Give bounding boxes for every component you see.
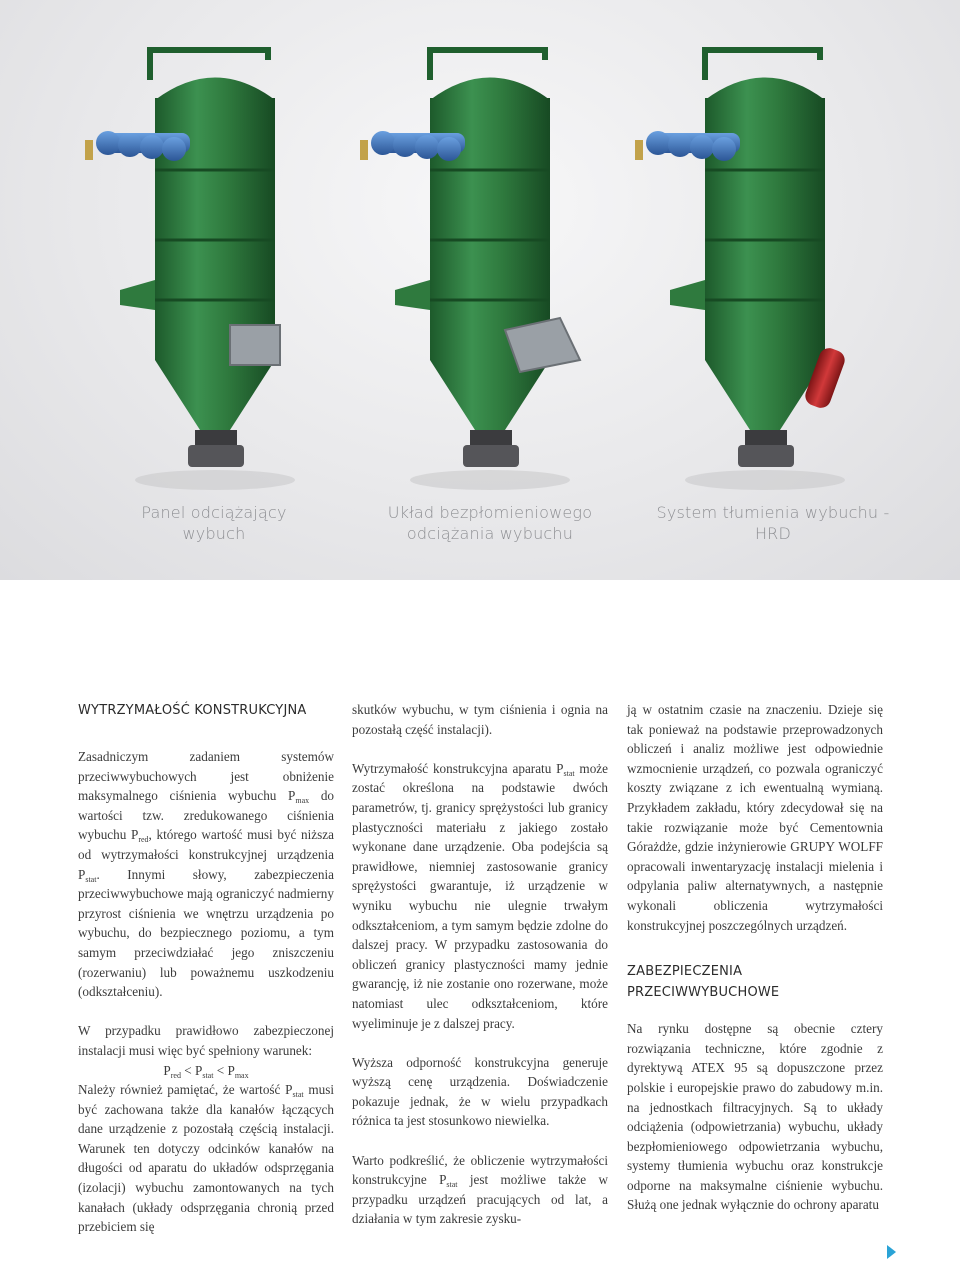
product-illustration-area [0,0,960,580]
caption-line: Układ bezpłomieniowego [387,503,593,522]
text-column-1 [78,700,334,1237]
caption-line: System tłumienia wybuchu - [656,503,890,522]
paragraph: Wytrzymałość konstrukcyjna aparatu $P_{stat}$ może zostać określona na podstawie dwóch parametrów, tj. granicy sprężystości lub granicy plastyczności materiału z jakiego zostało wykonane dane urządzenie. Oba podejścia są prawidłowe, niemniej zastosowanie granicy sprężystości gwarantuje, iż urządzenie w wyniku wybuchu nie ulegnie trwałym odkształceniom, a tym samym będzie zdolne do dalszej pracy. W przypadku zastosowania do obliczeń granicy plastyczności mamy jednie gwarancję, iż nie zostanie ono rozerwane, może natomiast ulec odkształceniom, które wyeliminuje je z dalszej pracy. [352,760,608,1031]
paragraph: Na rynku dostępne są obecnie cztery rozwiązania techniczne, które zgodnie z dyrektywą ATEX 95 są dopuszczone przez polskie i europejskie prawo do zabudowy m.in. na jednostkach filtracyjnych. Są to układy odciążenia (odpowietrzania) wybuchu, układy bezpłomieniowego odpowietrzania wybuchu, systemy tłumienia wybuchu oraz konstrukcje odporne na maksymalne ciśnienie wybuchu. Służą one jednak wyłącznie do ochrony aparatu [627,1021,883,1213]
caption-line: odciążania wybuchu [406,524,574,543]
caption-line: Panel odciążający [141,503,287,522]
filter-unit-3 [635,50,847,490]
continue-arrow-icon [887,1245,896,1259]
filter-illustrations [0,0,960,580]
paragraph: Warto podkreślić, że obliczenie wytrzymałości konstrukcyjne $P_{stat}$ jest możliwe także w przypadku urządzeń pracujących od lat, a działania w tym zakresie zysku- [352,1152,608,1227]
text-column-2 [352,700,608,1229]
caption-line: HRD [754,524,792,543]
caption-flameless-venting [350,502,630,544]
caption-explosion-panel [74,502,354,544]
paragraph: W przypadku prawidłowo zabezpieczonej instalacji musi więc być spełniony warunek: [78,1023,334,1058]
caption-suppression-system [633,502,913,544]
filter-unit-2 [360,50,580,490]
filter-unit-1 [85,50,295,490]
paragraph: Należy również pamiętać, że wartość $P_{stat}$ musi być zachowana także dla kanałów łączących dane urządzenie z pozostałą częścią instalacji. Warunek ten dotyczy odcinków kanałów na długości od aparatu do układów odsprzęgania (izolacji) wybuchu zamontowanych na tych kanałach (układy odsprzęgania chronią przed przebiciem się [78,1082,334,1235]
paragraph: skutków wybuchu, w tym ciśnienia i ognia na pozostałą część instalacji). [352,702,608,737]
caption-line: wybuch [182,524,246,543]
paragraph: ją w ostatnim czasie na znaczeniu. Dzieje się tak ponieważ na podstawie przeprowadzonych obliczeń i analiz możliwe jest odpowiednie wzmocnienie urządzeń, co pozwala ograniczyć koszty związane z ich ewentualną wymianą. Przykładem zakładu, który zdecydował się na takie rozwiązanie może być Cementownia Górażdże, gdzie inżynierowie GRUPY WOLFF opracowali inwentaryzację instalacji mielenia i odpylania paliw alternatywnych, a następnie wykonali obliczenia wytrzymałości konstrukcyjnej poszczególnych urządzeń. [627,702,883,933]
section-heading: WYTRZYMAŁOŚĆ KONSTRUKCYJNA [78,703,307,718]
paragraph: Wyższa odporność konstrukcyjna generuje wyższą cenę urządzenia. Doświadczenie pokazuje jednak, że w wielu przypadkach różnica ta jest stosunkowo niewielka. [352,1054,608,1129]
paragraph: Zasadniczym zadaniem systemów przeciwwybuchowych jest obniżenie maksymalnego ciśnienia wybuchu $P_{max}$ do wartości tzw. zredukowanego ciśnienia wybuchu $P_{red}$, którego wartość musi być niższa od wytrzymałości konstrukcyjnej urządzenia $P_{stat}$. Innymi słowy, zabezpieczenia przeciwwybuchowe mają ograniczyć nadmierny przyrost ciśnienia we wnętrzu urządzenia po wybuchu, do bezpiecznego poziomu, a tym samym przeciwdziałać jego zniszczeniu (rozerwaniu) lub poważnemu uszkodzeniu (odkształceniu). [78,749,335,1000]
section-heading: ZABEZPIECZENIA PRZECIWWYBUCHOWE [627,964,780,1001]
text-column-3 [627,700,883,1215]
formula: $P_{red} < P_{stat} < P_{max}$ [163,1062,249,1080]
